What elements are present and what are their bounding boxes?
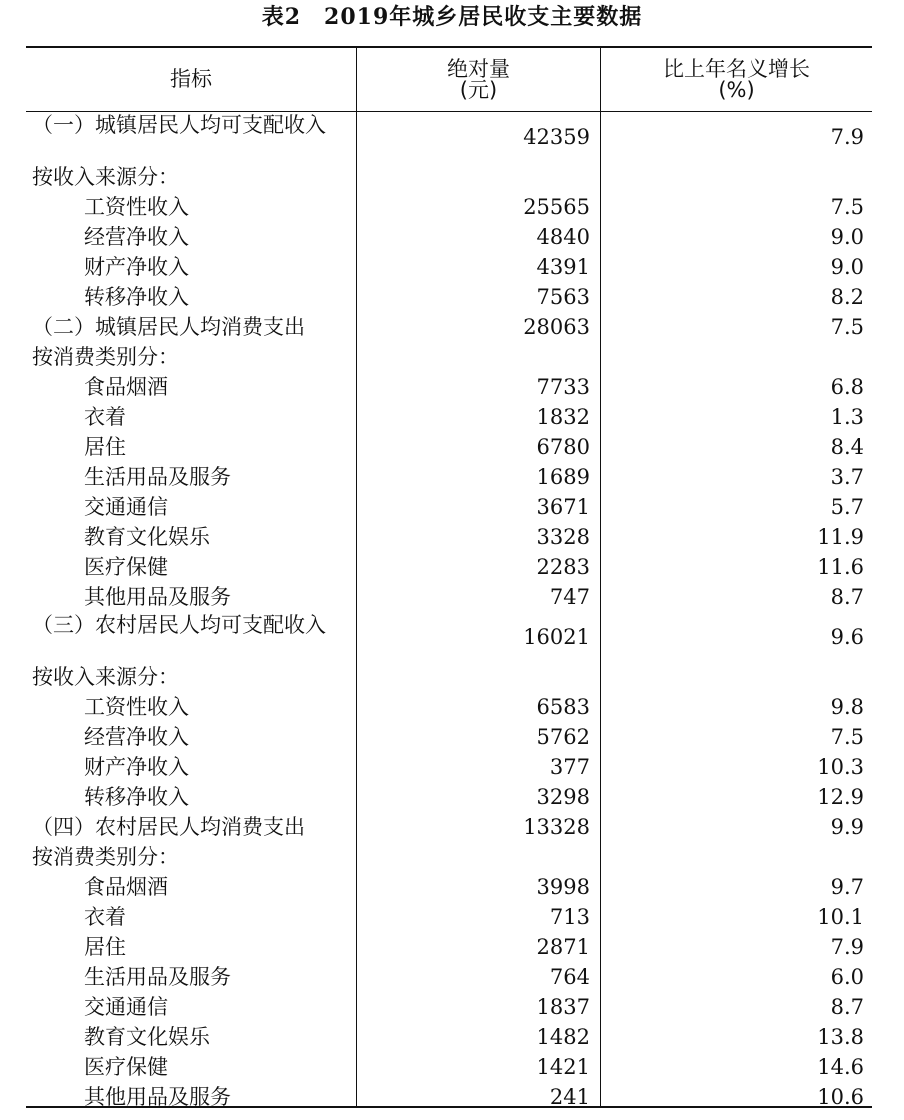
row-label: 教育文化娱乐 [84,1025,210,1049]
row-label: 按收入来源分： [32,665,179,689]
row-growth-value: 9.9 [830,815,864,839]
row-growth-value [601,162,864,192]
table-row [26,282,872,312]
row-absolute-value: 25565 [523,195,590,219]
row-growth-value: 8.4 [830,435,864,459]
row-absolute-value: 241 [549,1085,590,1109]
row-absolute-value: 747 [549,585,590,609]
table-row [26,692,872,722]
table-row [26,1082,872,1112]
header-absolute-label: 绝对量 [447,56,510,81]
row-absolute-value: 13328 [523,815,590,839]
row-absolute-value: 4391 [536,255,590,279]
table-row [26,662,872,692]
header-absolute [357,48,600,111]
row-label: 其他用品及服务 [84,585,231,609]
row-absolute-value: 16021 [523,625,590,649]
row-absolute-value: 28063 [523,315,590,339]
row-absolute-value [357,662,590,692]
header-growth-unit: (%) [718,77,755,102]
column-divider [356,48,357,1106]
row-absolute-value: 1482 [536,1025,590,1049]
row-label: 医疗保健 [84,555,168,579]
table-row [26,782,872,812]
row-label: 居住 [84,935,126,959]
table-row [26,612,872,662]
table-row [26,842,872,872]
row-growth-value: 9.7 [830,875,864,899]
row-label: 生活用品及服务 [84,465,231,489]
table-row [26,162,872,192]
row-growth-value: 7.5 [830,315,864,339]
row-label: （三）农村居民人均可支配收入 [32,613,326,637]
row-absolute-value: 1832 [536,405,590,429]
table-row [26,492,872,522]
row-growth-value: 6.0 [830,965,864,989]
row-absolute-value: 4840 [536,225,590,249]
header-absolute-unit: (元) [459,77,498,102]
row-label: 其他用品及服务 [84,1085,231,1109]
row-absolute-value: 3671 [536,495,590,519]
table-row [26,812,872,842]
table-row [26,552,872,582]
row-growth-value [601,842,864,872]
table-row [26,1052,872,1082]
row-absolute-value: 6780 [536,435,590,459]
table-row [26,932,872,962]
row-growth-value: 10.1 [817,905,864,929]
row-growth-value: 7.5 [830,195,864,219]
table-row [26,342,872,372]
table-row [26,1022,872,1052]
row-label: 经营净收入 [84,225,189,249]
row-growth-value: 7.5 [830,725,864,749]
row-absolute-value: 713 [549,905,590,929]
row-growth-value: 8.7 [830,585,864,609]
table-row [26,222,872,252]
row-label: 转移净收入 [84,285,189,309]
row-label: 财产净收入 [84,255,189,279]
row-label: 食品烟酒 [84,375,168,399]
row-label: 生活用品及服务 [84,965,231,989]
row-absolute-value: 1837 [536,995,590,1019]
row-growth-value: 9.0 [830,255,864,279]
row-absolute-value: 2283 [536,555,590,579]
row-absolute-value: 1689 [536,465,590,489]
row-growth-value: 12.9 [817,785,864,809]
table-row [26,582,872,612]
row-growth-value: 14.6 [817,1055,864,1079]
row-label: 工资性收入 [84,195,189,219]
row-label: 居住 [84,435,126,459]
data-table [26,46,872,1108]
header-growth [601,48,872,111]
row-absolute-value: 7733 [536,375,590,399]
row-absolute-value: 3328 [536,525,590,549]
row-label: （二）城镇居民人均消费支出 [32,315,305,339]
row-label: 经营净收入 [84,725,189,749]
table-row [26,992,872,1022]
row-label: 医疗保健 [84,1055,168,1079]
row-absolute-value: 377 [549,755,590,779]
row-growth-value: 3.7 [830,465,864,489]
row-growth-value: 9.6 [830,625,864,649]
header-growth-label: 比上年名义增长 [663,56,810,81]
row-absolute-value: 3298 [536,785,590,809]
table-row [26,112,872,162]
row-growth-value: 7.9 [830,935,864,959]
row-growth-value: 6.8 [830,375,864,399]
table-row [26,962,872,992]
table-row [26,402,872,432]
table-row [26,522,872,552]
table-row [26,192,872,222]
table-title: 表2 2019年城乡居民收支主要数据 [261,4,643,30]
table-header [26,48,872,112]
row-growth-value: 8.2 [830,285,864,309]
row-absolute-value: 7563 [536,285,590,309]
row-label: 按消费类别分： [32,845,179,869]
row-label: 教育文化娱乐 [84,525,210,549]
row-label: （四）农村居民人均消费支出 [32,815,305,839]
column-divider [600,48,601,1106]
table-row [26,432,872,462]
row-absolute-value: 3998 [536,875,590,899]
row-label: 衣着 [84,905,126,929]
row-growth-value: 7.9 [830,125,864,149]
table-row [26,312,872,342]
row-growth-value [601,662,864,692]
table-row [26,902,872,932]
table-row [26,722,872,752]
row-growth-value: 8.7 [830,995,864,1019]
table-body [26,112,872,1112]
table-row [26,872,872,902]
row-absolute-value: 2871 [536,935,590,959]
row-label: 食品烟酒 [84,875,168,899]
table-row [26,462,872,492]
row-label: （一）城镇居民人均可支配收入 [32,113,326,137]
row-growth-value: 11.9 [817,525,864,549]
row-absolute-value: 6583 [536,695,590,719]
row-growth-value: 5.7 [830,495,864,519]
table-row [26,252,872,282]
row-label: 按消费类别分： [32,345,179,369]
row-label: 按收入来源分： [32,165,179,189]
row-growth-value: 11.6 [817,555,864,579]
row-label: 工资性收入 [84,695,189,719]
row-absolute-value [357,162,590,192]
row-growth-value: 13.8 [817,1025,864,1049]
row-absolute-value: 42359 [523,125,590,149]
row-growth-value: 9.0 [830,225,864,249]
row-label: 交通通信 [84,995,168,1019]
row-label: 交通通信 [84,495,168,519]
row-label: 衣着 [84,405,126,429]
header-indicator-label: 指标 [170,67,212,91]
row-absolute-value [357,842,590,872]
header-indicator [26,48,356,111]
row-absolute-value: 5762 [536,725,590,749]
table-row [26,752,872,782]
row-absolute-value: 1421 [536,1055,590,1079]
row-growth-value: 10.6 [817,1085,864,1109]
row-label: 转移净收入 [84,785,189,809]
row-growth-value: 1.3 [830,405,864,429]
row-label: 财产净收入 [84,755,189,779]
row-growth-value: 10.3 [817,755,864,779]
row-absolute-value [357,342,590,372]
table-row [26,372,872,402]
row-absolute-value: 764 [549,965,590,989]
row-growth-value [601,342,864,372]
row-growth-value: 9.8 [830,695,864,719]
